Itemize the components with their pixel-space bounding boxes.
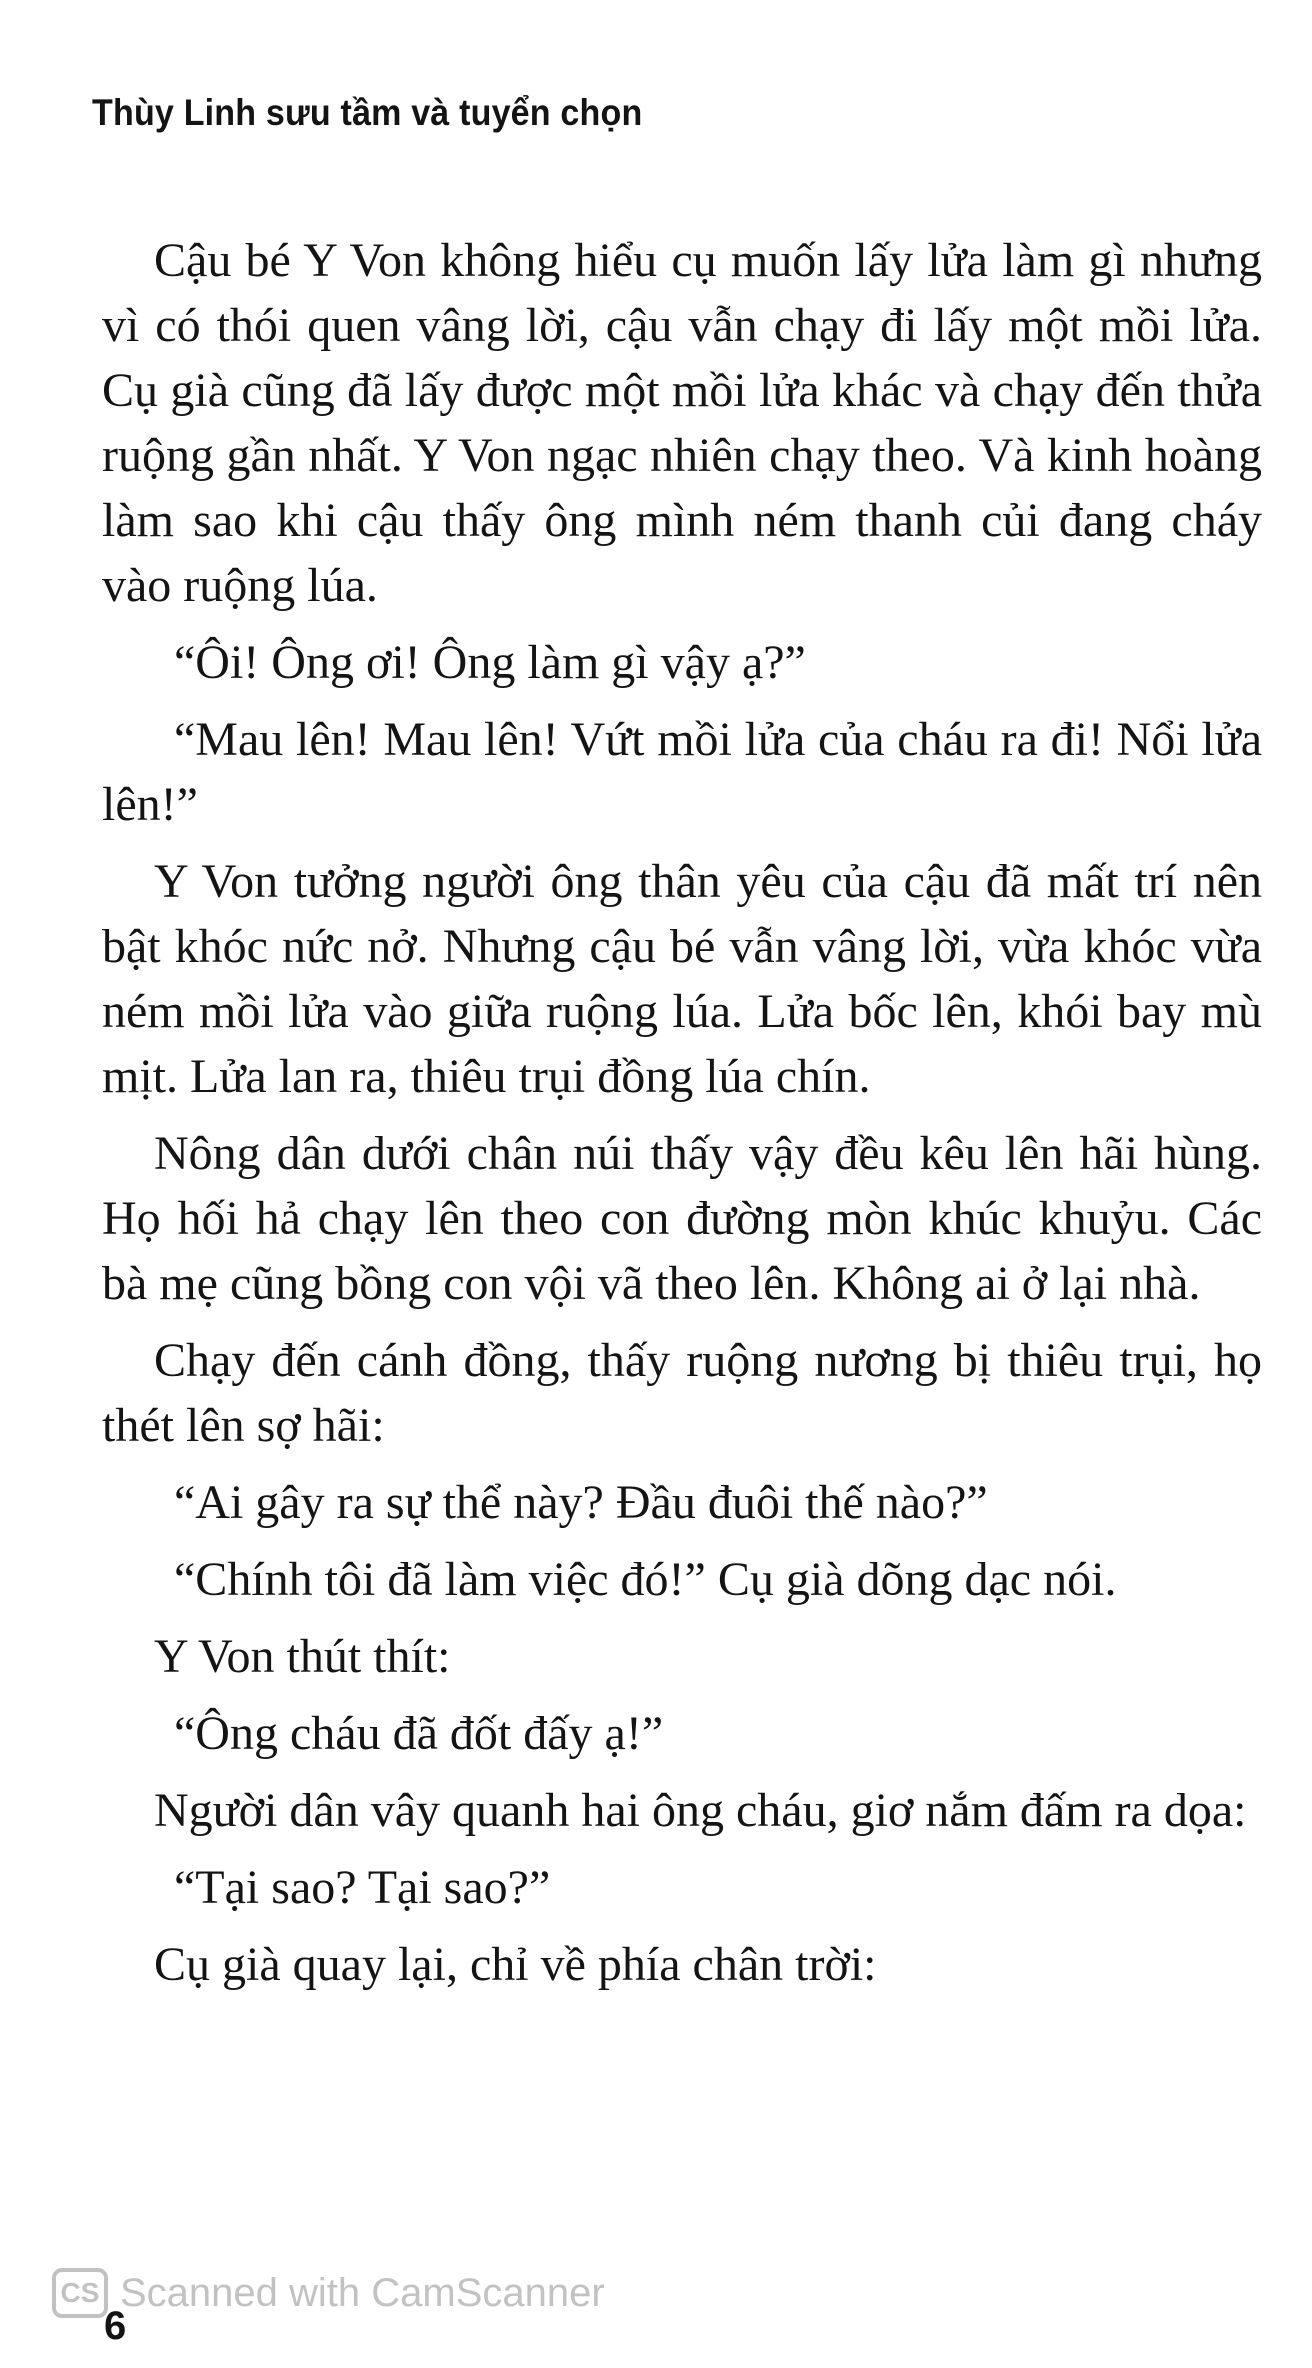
- camscanner-watermark: [52, 2268, 605, 2318]
- paragraph: Y Von tưởng người ông thân yêu của cậu đã mất trí nên bật khóc nức nở. Nhưng cậu bé vẫn vâng lời, vừa khóc vừa ném mồi lửa vào giữa ruộng lúa. Lửa bốc lên, khói bay mù mịt. Lửa lan ra, thiêu trụi đồng lúa chín.: [102, 855, 1262, 1103]
- paragraph: Y Von thút thít:: [154, 1630, 451, 1683]
- dialogue-line: “Tại sao? Tại sao?”: [174, 1861, 551, 1914]
- watermark-text: Scanned with CamScanner: [120, 2270, 605, 2315]
- running-header: Thùy Linh sưu tầm và tuyển chọn: [92, 92, 643, 133]
- dialogue-line: “Ông cháu đã đốt đấy ạ!”: [174, 1707, 664, 1760]
- dialogue-line: “Mau lên! Mau lên! Vứt mồi lửa của cháu ra đi! Nổi lửa lên!”: [102, 713, 1262, 831]
- paragraph: Chạy đến cánh đồng, thấy ruộng nương bị thiêu trụi, họ thét lên sợ hãi:: [102, 1334, 1262, 1452]
- dialogue-line: “Chính tôi đã làm việc đó!” Cụ già dõng dạc nói.: [174, 1553, 1117, 1606]
- paragraph: Cụ già quay lại, chỉ về phía chân trời:: [154, 1938, 877, 1991]
- paragraph: Người dân vây quanh hai ông cháu, giơ nắm đấm ra dọa:: [154, 1784, 1247, 1837]
- dialogue-line: “Ai gây ra sự thể này? Đầu đuôi thế nào?”: [174, 1476, 988, 1529]
- camscanner-logo-icon: CS: [52, 2268, 108, 2318]
- page-number: 6: [104, 2304, 127, 2348]
- paragraph: Cậu bé Y Von không hiểu cụ muốn lấy lửa làm gì nhưng vì có thói quen vâng lời, cậu vẫn chạy đi lấy một mồi lửa. Cụ già cũng đã lấy được một mồi lửa khác và chạy đến thửa ruộng gần nhất. Y Von ngạc nhiên chạy theo. Và kinh hoàng làm sao khi cậu thấy ông mình ném thanh củi đang cháy vào ruộng lúa.: [102, 234, 1262, 612]
- paragraph: Nông dân dưới chân núi thấy vậy đều kêu lên hãi hùng. Họ hối hả chạy lên theo con đường mòn khúc khuỷu. Các bà mẹ cũng bồng con vội vã theo lên. Không ai ở lại nhà.: [102, 1127, 1262, 1310]
- dialogue-line: “Ôi! Ông ơi! Ông làm gì vậy ạ?”: [174, 636, 806, 689]
- story-text: [102, 228, 1262, 2009]
